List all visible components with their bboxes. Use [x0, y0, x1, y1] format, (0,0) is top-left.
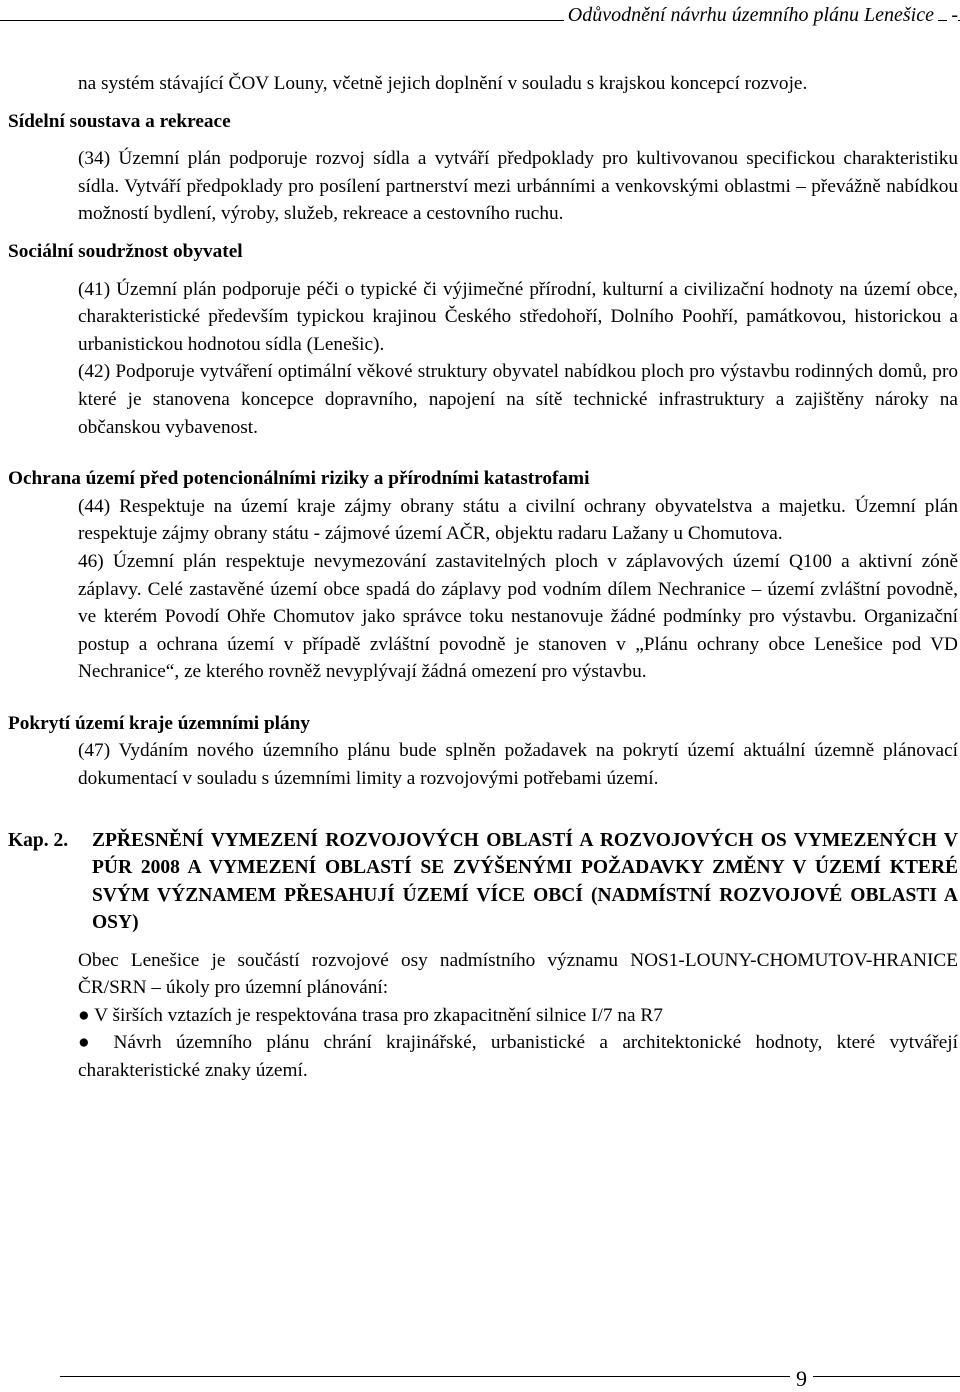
paragraph-46: 46) Územní plán respektuje nevymezování zastavitelných ploch v záplavových území Q100 a aktivní zóně záplavy. Celé zastavěné území obce spadá do záplavy pod vodním dílem Nechranice – území zvláštní povodně, ve kterém Povodí Ohře Chomutov jako správce toku nestanovuje žádné podmínky pro výstavbu. Organizační postup a ochrana území v případě zvláštní povodně je stanoven v „Plánu ochrany obce Lenešice pod VD Nechranice“, ze kterého rovněž nevyplývají žádná omezení pro výstavbu.	[78, 550, 958, 683]
bullet-item: ● Návrh územního plánu chrání krajinářské, urbanistické a architektonické hodnoty, které vytvářejí charakteristické znaky území.	[78, 1032, 958, 1082]
heading-ochrana-uzemi: Ochrana území před potencionálními riziky a přírodními katastrofami	[8, 468, 590, 490]
footer-rule	[60, 1376, 960, 1377]
heading-socialni-soudrznost: Sociální soudržnost obyvatel	[8, 240, 243, 262]
running-header-dash: -	[947, 4, 958, 26]
running-header: Odůvodnění návrhu územního plánu Lenešice	[564, 4, 938, 26]
paragraph-47: (47) Vydáním nového územního plánu bude splněn požadavek na pokrytí území aktuální územně plánovací dokumentací v souladu s územními limity a rozvojovými potřebami území.	[78, 740, 958, 790]
paragraph-34: (34) Územní plán podporuje rozvoj sídla a vytváří předpoklady pro kultivovanou specifickou charakteristiku sídla. Vytváří předpoklady pro posílení partnerství mezi urbánními a venkovskými oblastmi – převážně nabídkou možností bydlení, výroby, služeb, rekreace a cestovního ruchu.	[78, 148, 958, 225]
heading-sidelni-soustava: Sídelní soustava a rekreace	[8, 110, 231, 132]
paragraph-obec: Obec Lenešice je součástí rozvojové osy nadmístního významu NOS1-LOUNY-CHOMUTOV-HRANICE ČR/SRN – úkoly pro územní plánování:	[78, 949, 958, 999]
chapter-title: ZPŘESNĚNÍ VYMEZENÍ ROZVOJOVÝCH OBLASTÍ A ROZVOJOVÝCH OS VYMEZENÝCH V PÚR 2008 A VYMEZENÍ OBLASTÍ SE ZVÝŠENÝMI POŽADAVKY ZMĚNY V ÚZEMÍ KTERÉ SVÝM VÝZNAMEM PŘESAHUJÍ ÚZEMÍ VÍCE OBCÍ (NADMÍSTNÍ ROZVOJOVÉ OBLASTI A OSY)	[92, 829, 958, 934]
page-number: 9	[790, 1366, 813, 1392]
chapter-number: Kap. 2.	[8, 829, 69, 851]
paragraph-44: (44) Respektuje na území kraje zájmy obrany státu a civilní ochrany obyvatelstva a majetku. Územní plán respektuje zájmy obrany státu - zájmové území AČR, objektu radaru Lažany u Chomutova.	[78, 495, 958, 545]
paragraph-cov: na systém stávající ČOV Louny, včetně jejich doplnění v souladu s krajskou koncepcí rozvoje.	[78, 73, 808, 94]
paragraph-41: (41) Územní plán podporuje péči o typické či výjimečné přírodní, kulturní a civilizační hodnoty na území obce, charakteristické především typickou krajinou Českého středohoří, Dolního Poohří, památkovou, historickou a urbanistickou hodnotou sídla (Lenešic).	[78, 278, 958, 355]
document-body	[8, 70, 958, 1085]
bullet-item: ● V širších vztazích je respektována trasa pro zkapacitnění silnice I/7 na R7	[78, 1004, 663, 1026]
chapter-heading	[8, 827, 958, 937]
heading-pokryti-uzemi: Pokrytí území kraje územními plány	[8, 712, 311, 734]
paragraph-42: (42) Podporuje vytváření optimální věkové struktury obyvatel nabídkou ploch pro výstavbu rodinných domů, pro které je stanovena koncepce dopravního, napojení na sítě technické infrastruktury a zajištěny nároky na občanskou vybavenost.	[78, 361, 958, 438]
